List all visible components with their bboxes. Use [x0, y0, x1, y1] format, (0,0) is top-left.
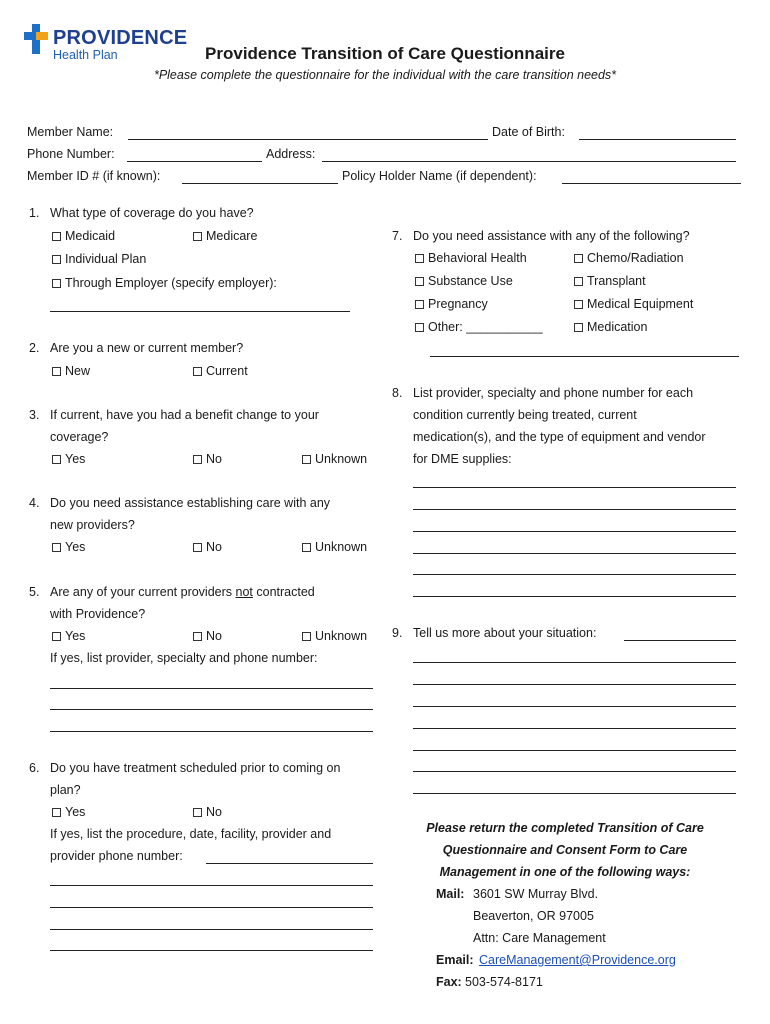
q6-followup-line2: provider phone number: [50, 849, 183, 863]
q7-option-substance-use[interactable]: Substance Use [415, 274, 513, 288]
q6-answer-line[interactable] [50, 907, 373, 908]
member-id-label: Member ID # (if known): [27, 169, 161, 183]
q8-answer-line[interactable] [413, 574, 736, 575]
checkbox[interactable] [574, 300, 583, 309]
q5-answer-line[interactable] [50, 709, 373, 710]
policy-holder-label: Policy Holder Name (if dependent): [342, 169, 537, 183]
q5-text-line1: Are any of your current providers not contracted [50, 585, 315, 599]
address-label: Address: [266, 147, 316, 161]
return-instructions-line1: Please return the completed Transition of Care [426, 821, 704, 835]
q4-text-line2: new providers? [50, 518, 135, 532]
q4-number: 4. [29, 496, 40, 510]
q5-number: 5. [29, 585, 40, 599]
q2-number: 2. [29, 341, 40, 355]
logo-brand: PROVIDENCE [53, 27, 188, 49]
return-instructions-line3: Management in one of the following ways: [439, 865, 691, 879]
q9-answer-line[interactable] [413, 771, 736, 772]
q3-option-yes[interactable]: Yes [52, 452, 85, 466]
checkbox[interactable] [415, 254, 424, 263]
q2-option-current[interactable]: Current [193, 364, 248, 378]
q9-answer-line[interactable] [413, 706, 736, 707]
q6-text-line1: Do you have treatment scheduled prior to coming on [50, 761, 341, 775]
q7-other-field[interactable] [430, 356, 739, 357]
checkbox[interactable] [193, 455, 202, 464]
q4-text-line1: Do you need assistance establishing care with any [50, 496, 331, 510]
q8-text-line2: condition currently being treated, current [413, 408, 637, 422]
q9-number: 9. [392, 626, 403, 640]
dob-label: Date of Birth: [492, 125, 565, 139]
q7-option-pregnancy[interactable]: Pregnancy [415, 297, 488, 311]
q2-text: Are you a new or current member? [50, 341, 244, 355]
q3-option-unknown[interactable]: Unknown [302, 452, 367, 466]
member-id-field[interactable] [182, 183, 338, 184]
q3-text-line2: coverage? [50, 430, 109, 444]
q6-number: 6. [29, 761, 40, 775]
q7-option-behavioral-health[interactable]: Behavioral Health [415, 251, 527, 265]
checkbox[interactable] [415, 323, 424, 332]
fax-number: 503-574-8171 [465, 975, 543, 989]
checkbox[interactable] [574, 323, 583, 332]
checkbox[interactable] [193, 543, 202, 552]
q8-answer-line[interactable] [413, 553, 736, 554]
checkbox[interactable] [415, 300, 424, 309]
q9-answer-line[interactable] [413, 684, 736, 685]
q7-option-transplant[interactable]: Transplant [574, 274, 646, 288]
q1-option-employer[interactable]: Through Employer (specify employer): [52, 276, 277, 290]
checkbox[interactable] [52, 367, 61, 376]
q1-option-individual[interactable]: Individual Plan [52, 252, 146, 266]
checkbox[interactable] [415, 277, 424, 286]
q9-answer-line[interactable] [624, 640, 736, 641]
q7-text: Do you need assistance with any of the following? [413, 229, 690, 243]
q5-answer-line[interactable] [50, 688, 373, 689]
q6-answer-line[interactable] [50, 885, 373, 886]
checkbox[interactable] [52, 455, 61, 464]
q8-text-line1: List provider, specialty and phone number for each [413, 386, 694, 400]
q1-text: What type of coverage do you have? [50, 206, 254, 220]
q6-option-no[interactable]: No [193, 805, 222, 819]
q6-answer-line[interactable] [206, 863, 373, 864]
q9-answer-line[interactable] [413, 793, 736, 794]
q5-option-unknown[interactable]: Unknown [302, 629, 367, 643]
q6-followup-line1: If yes, list the procedure, date, facility, provider and [50, 827, 332, 841]
q8-text-line3: medication(s), and the type of equipment and vendor [413, 430, 706, 444]
q5-answer-line[interactable] [50, 731, 373, 732]
logo-subtitle: Health Plan [53, 48, 118, 62]
q9-text: Tell us more about your situation: [413, 626, 597, 640]
checkbox[interactable] [52, 255, 61, 264]
q1-employer-field[interactable] [50, 311, 350, 312]
q3-option-no[interactable]: No [193, 452, 222, 466]
q7-option-other[interactable]: Other: ___________ [415, 320, 543, 334]
q8-answer-line[interactable] [413, 531, 736, 532]
q6-option-yes[interactable]: Yes [52, 805, 85, 819]
checkbox[interactable] [193, 808, 202, 817]
q9-answer-line[interactable] [413, 662, 736, 663]
checkbox[interactable] [302, 543, 311, 552]
page-subtitle: *Please complete the questionnaire for the individual with the care transition needs* [153, 68, 617, 82]
q5-text-line2: with Providence? [50, 607, 146, 621]
checkbox[interactable] [193, 232, 202, 241]
fax-label: Fax: [436, 975, 462, 989]
return-instructions-line2: Questionnaire and Consent Form to Care [442, 843, 688, 857]
q4-option-unknown[interactable]: Unknown [302, 540, 367, 554]
checkbox[interactable] [193, 632, 202, 641]
member-name-field[interactable] [128, 139, 488, 140]
checkbox[interactable] [302, 455, 311, 464]
q5-option-yes[interactable]: Yes [52, 629, 85, 643]
member-name-label: Member Name: [27, 125, 114, 139]
checkbox[interactable] [52, 808, 61, 817]
q8-answer-line[interactable] [413, 487, 736, 488]
checkbox[interactable] [52, 632, 61, 641]
checkbox[interactable] [52, 279, 61, 288]
address-field[interactable] [322, 161, 736, 162]
q4-option-no[interactable]: No [193, 540, 222, 554]
q6-text-line2: plan? [50, 783, 81, 797]
checkbox[interactable] [193, 367, 202, 376]
q8-answer-line[interactable] [413, 596, 736, 597]
page-title: Providence Transition of Care Questionnaire [205, 44, 565, 63]
q2-option-new[interactable]: New [52, 364, 90, 378]
q3-number: 3. [29, 408, 40, 422]
q6-answer-line[interactable] [50, 950, 373, 951]
q1-option-medicare[interactable]: Medicare [193, 229, 257, 243]
q3-text-line1: If current, have you had a benefit change to your [50, 408, 319, 422]
q7-option-chemo-radiation[interactable]: Chemo/Radiation [574, 251, 684, 265]
email-label: Email: [436, 953, 474, 967]
mail-address-line3: Attn: Care Management [473, 931, 606, 945]
q1-option-medicaid[interactable]: Medicaid [52, 229, 115, 243]
q5-option-no[interactable]: No [193, 629, 222, 643]
q7-option-medical-equipment[interactable]: Medical Equipment [574, 297, 693, 311]
policy-holder-field[interactable] [562, 183, 741, 184]
q8-text-line4: for DME supplies: [413, 452, 512, 466]
q5-followup: If yes, list provider, specialty and phone number: [50, 651, 318, 665]
q7-number: 7. [392, 229, 403, 243]
q1-number: 1. [29, 206, 40, 220]
mail-address-line1: 3601 SW Murray Blvd. [473, 887, 599, 901]
mail-address-line2: Beaverton, OR 97005 [473, 909, 594, 923]
checkbox[interactable] [302, 632, 311, 641]
email-link[interactable]: CareManagement@Providence.org [479, 953, 676, 967]
q8-answer-line[interactable] [413, 509, 736, 510]
q4-option-yes[interactable]: Yes [52, 540, 85, 554]
q7-option-medication[interactable]: Medication [574, 320, 647, 334]
q8-number: 8. [392, 386, 403, 400]
q6-answer-line[interactable] [50, 929, 373, 930]
q9-answer-line[interactable] [413, 750, 736, 751]
mail-label: Mail: [436, 887, 465, 901]
checkbox[interactable] [574, 254, 583, 263]
phone-label: Phone Number: [27, 147, 115, 161]
dob-field[interactable] [579, 139, 736, 140]
checkbox[interactable] [574, 277, 583, 286]
checkbox[interactable] [52, 543, 61, 552]
phone-field[interactable] [127, 161, 262, 162]
q9-answer-line[interactable] [413, 728, 736, 729]
checkbox[interactable] [52, 232, 61, 241]
